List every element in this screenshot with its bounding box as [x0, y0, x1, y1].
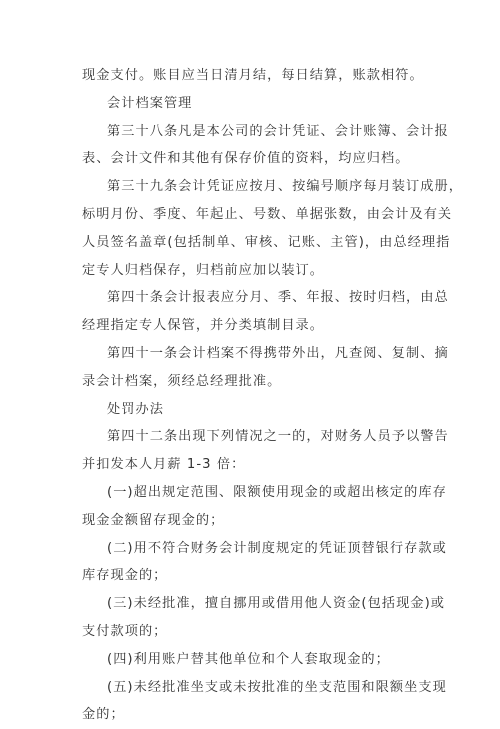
section-heading-penalties: 处罚办法 — [107, 401, 164, 417]
text-line: 表、会计文件和其他有保存价值的资料，均应归档。 — [82, 151, 410, 167]
list-item-line: (四)利用账户替其他单位和个人套取现金的； — [107, 651, 390, 667]
text-line: 并扣发本人月薪 1-3 倍： — [82, 457, 246, 473]
text-line: 第四十一条会计档案不得携带外出，凡查阅、复制、摘 — [107, 345, 449, 361]
text-line: 人员签名盖章(包括制单、审核、记账、主管)，由总经理指 — [82, 234, 451, 250]
list-item-line: (三)未经批准，擅自挪用或借用他人资金(包括现金)或 — [107, 596, 446, 612]
list-item-line: 支付款项的； — [82, 623, 168, 639]
document-body — [82, 62, 463, 729]
text-line: 第三十九条会计凭证应按月、按编号顺序每月装订成册， — [107, 179, 463, 195]
section-heading-accounting-archives: 会计档案管理 — [107, 95, 193, 111]
text-line: 定专人归档保存，归档前应加以装订。 — [82, 262, 325, 278]
text-line: 第四十条会计报表应分月、季、年报、按时归档，由总 — [107, 290, 449, 306]
list-item-line: (五)未经批准坐支或未按批准的坐支范围和限额坐支现 — [107, 679, 447, 695]
text-line: 第四十二条出现下列情况之一的，对财务人员予以警告 — [107, 429, 449, 445]
list-item-line: 金的； — [82, 707, 125, 723]
text-line: 经理指定专人保管，并分类填制目录。 — [82, 318, 325, 334]
text-line: 标明月份、季度、年起止、号数、单据张数，由会计及有关 — [82, 206, 453, 222]
list-item-line: 库存现金的； — [82, 568, 168, 584]
list-item-line: (二)用不符合财务会计制度规定的凭证顶替银行存款或 — [107, 540, 447, 556]
text-line: 第三十八条凡是本公司的会计凭证、会计账簿、会计报 — [107, 123, 449, 139]
text-line: 录会计档案，须经总经理批准。 — [82, 373, 282, 389]
list-item-line: (一)超出规定范围、限额使用现金的或超出核定的库存 — [107, 484, 447, 500]
list-item-line: 现金金额留存现金的； — [82, 512, 225, 528]
text-line: 现金支付。账目应当日清月结，每日结算，账款相符。 — [82, 68, 424, 83]
